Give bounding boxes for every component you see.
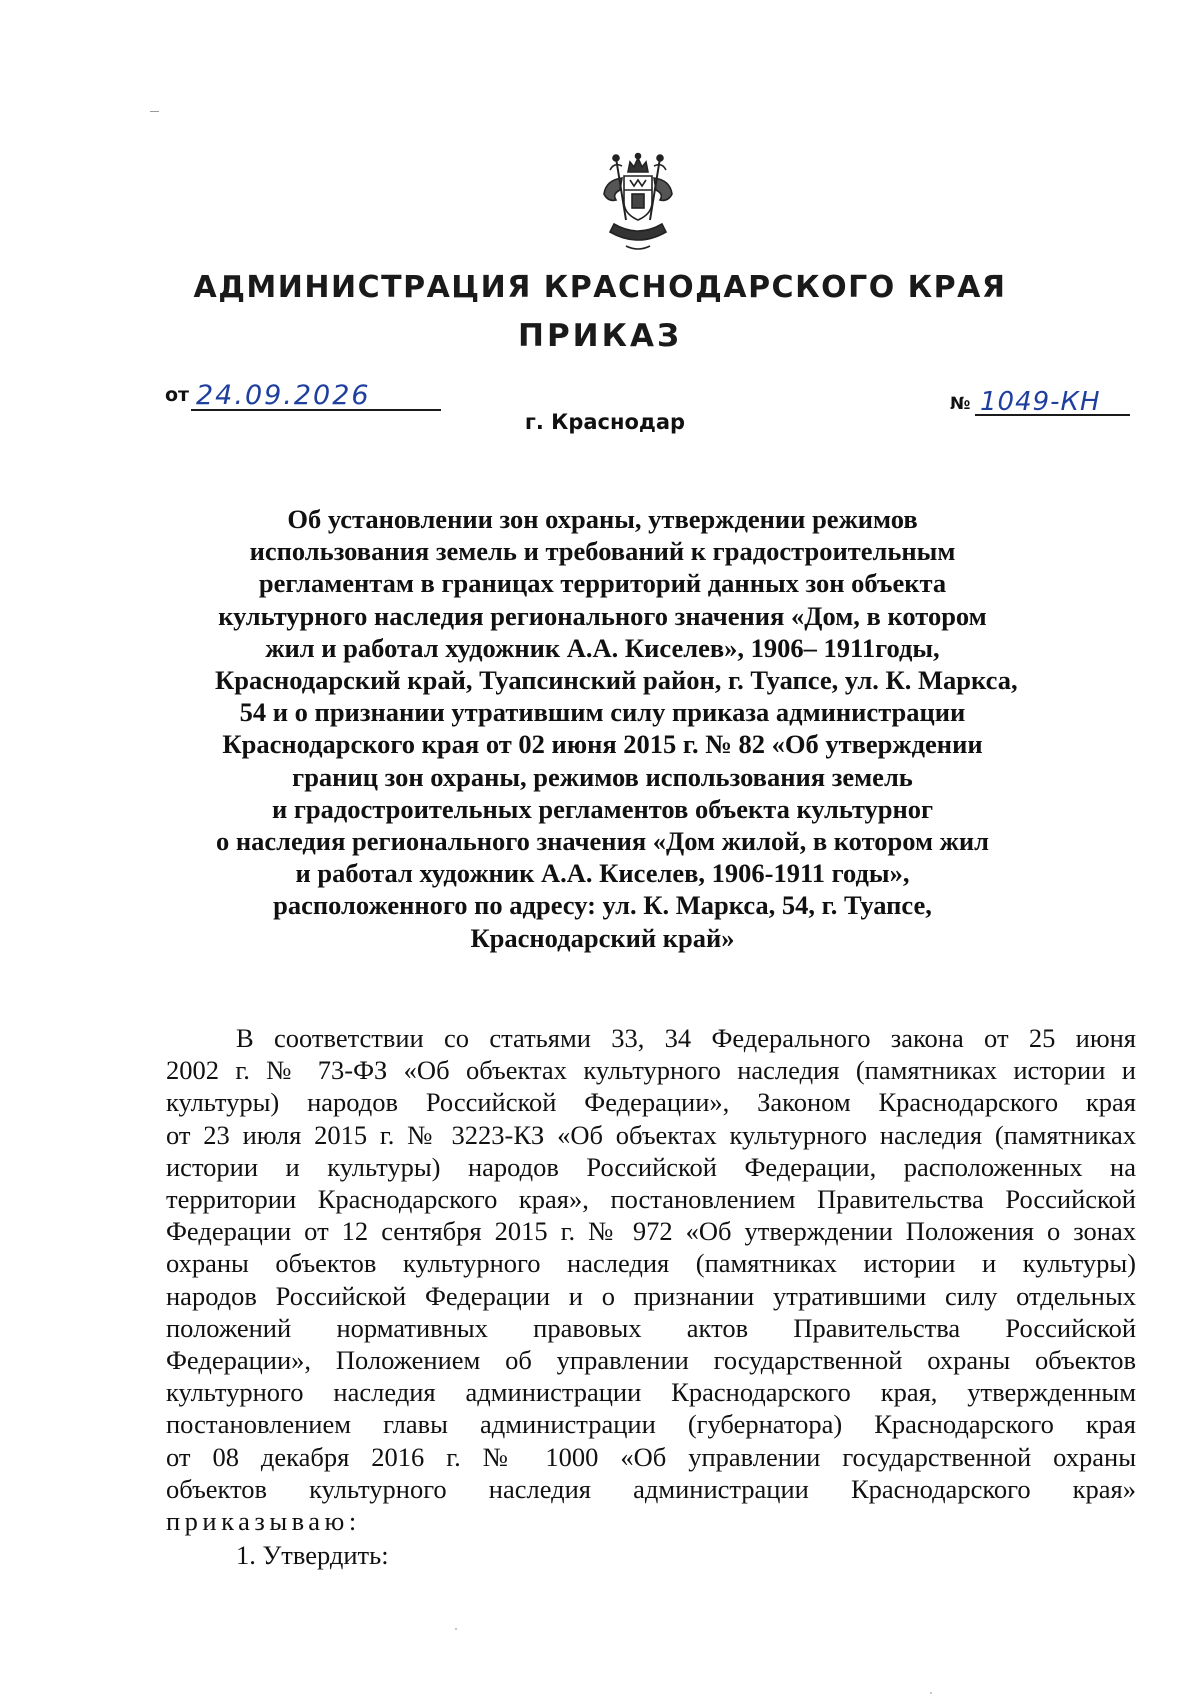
title-line: Краснодарского края от 02 июня 2015 г. № 82 «Об утверждении	[222, 729, 983, 760]
order-word: приказываю:	[166, 1506, 361, 1537]
title-line: расположенного по адресу: ул. К. Маркса, 54, г. Туапсе,	[273, 890, 932, 921]
body-line: положений нормативных правовых актов Правительства Российской	[166, 1312, 1136, 1343]
city-line: г. Краснодар	[524, 410, 686, 434]
title-line: и работал художник А.А. Киселев, 1906-1911 годы»,	[295, 858, 910, 889]
title-line: 54 и о признании утратившим силу приказа администрации	[239, 697, 966, 728]
body-line: территории Краснодарского края», постановлением Правительства Российской	[166, 1184, 1136, 1215]
handwritten-number: 1049-КН	[980, 387, 1101, 417]
title-line: о наследия регионального значения «Дом жилой, в котором жил	[215, 826, 990, 857]
scan-artifact-dot	[455, 1628, 457, 1630]
body-line: Федерации от 12 сентября 2015 г. № 972 «Об утверждении Положения о зонах	[166, 1216, 1136, 1247]
body-line: 2002 г. № 73-ФЗ «Об объектах культурного наследия (памятниках истории и	[166, 1055, 1136, 1086]
preamble-paragraph	[166, 1022, 1136, 1537]
scan-artifact-dash	[150, 111, 159, 112]
date-label: от	[165, 384, 190, 406]
body-line: народов Российской Федерации и о признании утратившими силу отдельных	[166, 1280, 1136, 1311]
title-line: Краснодарский край, Туапсинский район, г. Туапсе, ул. К. Маркса,	[215, 665, 1018, 696]
title-line: Краснодарский край»	[470, 922, 735, 953]
body-line: от 08 декабря 2016 г. № 1000 «Об управлении государственной охраны	[166, 1441, 1136, 1472]
body-line: объектов культурного наследия администрации Краснодарского края»	[166, 1473, 1136, 1504]
organization-name: АДМИНИСТРАЦИЯ КРАСНОДАРСКОГО КРАЯ	[193, 270, 1007, 305]
title-line: Об установлении зон охраны, утверждении режимов	[287, 504, 918, 534]
body-line: от 23 июля 2015 г. № 3223-КЗ «Об объектах культурного наследия (памятниках	[166, 1119, 1136, 1150]
body-line: постановлением главы администрации (губернатора) Краснодарского края	[166, 1409, 1136, 1440]
body-line: культуры) народов Российской Федерации», Законом Краснодарского края	[166, 1087, 1136, 1118]
title-line: культурного наследия регионального значения «Дом, в котором	[218, 600, 987, 631]
body-line: охраны объектов культурного наследия (памятниках истории и культуры)	[166, 1248, 1136, 1279]
body-line: Федерации», Положением об управлении государственной охраны объектов	[166, 1345, 1136, 1376]
title-line: жил и работал художник А.А. Киселев», 1906– 1911годы,	[265, 632, 940, 663]
body-line: культурного наследия администрации Краснодарского края, утвержденным	[166, 1377, 1136, 1408]
title-line: границ зон охраны, режимов использования земель	[292, 761, 913, 792]
coat-of-arms-emblem	[596, 150, 680, 254]
body-line: истории и культуры) народов Российской Федерации, расположенных на	[166, 1151, 1136, 1182]
order-title	[215, 503, 1018, 954]
document-type-heading: ПРИКАЗ	[518, 318, 682, 354]
title-line: использования земель и требований к градостроительным	[249, 536, 956, 567]
scan-artifact-dot	[930, 1692, 932, 1694]
handwritten-date: 24.09.2026	[196, 380, 371, 411]
order-item-1: 1. Утвердить:	[236, 1540, 389, 1570]
title-line: и градостроительных регламентов объекта культурног	[271, 793, 934, 824]
title-line: регламентам в границах территорий данных зон объекта	[258, 568, 947, 599]
number-label: №	[950, 394, 971, 414]
body-line: В соответствии со статьями 33, 34 Федерального закона от 25 июня	[236, 1023, 1136, 1053]
